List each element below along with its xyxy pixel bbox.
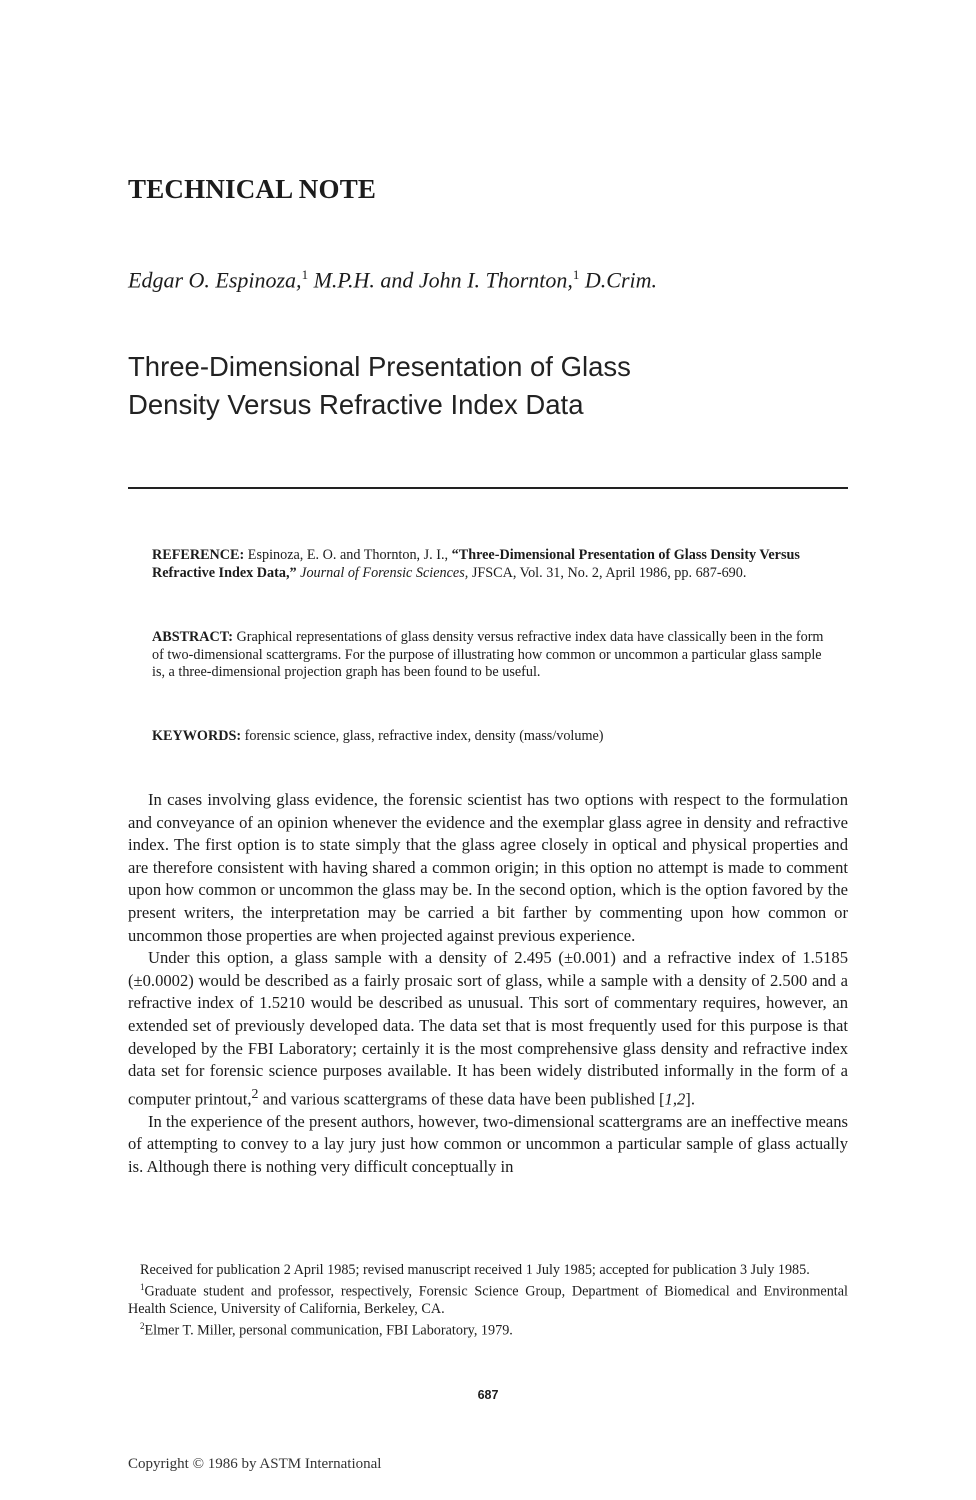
abstract-block [152, 629, 828, 682]
author-connector: and [374, 267, 419, 293]
article-title [128, 348, 848, 424]
footnote-1 [128, 1279, 848, 1318]
author-2-name: John I. Thornton, [418, 267, 573, 293]
author-2-affiliation-mark: 1 [572, 267, 580, 282]
body-paragraph-2-text: Under this option, a glass sample with a density of 2.495 (±0.001) and a refractive index of 1.5185 (±0.0002) would be described as a fairly prosaic sort of glass, while a sample with a density of 2.500 and a refractive index of 1.5210 would be described as unusual. This sort of commentary requires, however, an extended set of previously developed data. The data set that is most frequently used for this purpose is that developed by the FBI Laboratory; certainly it is the most comprehensive glass density and refractive index data set for forensic science purposes available. It has been widely distributed informally in the form of a computer printout, [128, 948, 848, 1109]
abstract-text: Graphical representations of glass density versus refractive index data have classically been in the form of two-dimensional scattergrams. For the purpose of illustrating how common or uncommon a particular glass sample is, a three-dimensional projection graph has been found to be useful. [152, 629, 824, 681]
author-2-degree: D.Crim. [579, 267, 658, 293]
reference-block [152, 547, 828, 582]
body-paragraph-2-mid: and various scattergrams of these data have been published [ [258, 1089, 665, 1109]
footnote-received: Received for publication 2 April 1985; revised manuscript received 1 July 1985; accepted for publication 3 July 1985. [140, 1262, 810, 1278]
citation-refs: 1,2 [664, 1089, 686, 1109]
section-label: TECHNICAL NOTE [128, 174, 377, 204]
body-paragraph-2-end: ]. [685, 1089, 695, 1109]
abstract-label: ABSTRACT: [152, 629, 233, 645]
reference-details: JFSCA, Vol. 31, No. 2, April 1986, pp. 687-690. [468, 564, 747, 581]
reference-authors: Espinoza, E. O. and Thornton, J. I., [244, 547, 452, 563]
header-rule [128, 487, 848, 489]
copyright-notice: Copyright © 1986 by ASTM International [128, 1456, 382, 1472]
footnotes [128, 1262, 848, 1339]
page-number: 687 [477, 1388, 499, 1402]
keywords-text: forensic science, glass, refractive index, density (mass/volume) [241, 728, 604, 744]
article-title-line-1: Three-Dimensional Presentation of Glass [128, 351, 631, 382]
body-paragraph-3: In the experience of the present authors, however, two-dimensional scattergrams are an ineffective means of attempting to convey to a lay jury just how common or uncommon a particular sample of glass actually is. Although there is nothing very difficult conceptually in [128, 1111, 848, 1177]
footnote-1-text: Graduate student and professor, respectively, Forensic Science Group, Department of Biomedical and Environmental Health Science, University of California, Berkeley, CA. [128, 1283, 848, 1317]
body-paragraph-1: In cases involving glass evidence, the forensic scientist has two options with respect to the formulation and conveyance of an opinion whenever the evidence and the exemplar glass agree in density and refractive index. The first option is to state simply that the glass agree closely in optical and physical properties and are therefore consistent with having shared a common origin; in this option no attempt is made to comment upon how common or uncommon the glass may be. In the second option, which is the option favored by the present writers, the interpretation may be carried a bit farther by commenting upon how common or uncommon those properties are when projected against previous experience. [128, 790, 848, 945]
author-line [128, 267, 657, 293]
footnote-1-mark: 1 [140, 1282, 145, 1292]
author-1-name: Edgar O. Espinoza, [128, 267, 302, 293]
reference-article-title: “Three-Dimensional Presentation of Glass Density Versus Refractive Index Data,” [152, 547, 800, 581]
article-title-line-2: Density Versus Refractive Index Data [128, 389, 584, 420]
author-1-affiliation-mark: 1 [301, 267, 309, 282]
footnote-2-mark-note: 2 [140, 1320, 145, 1331]
keywords-label: KEYWORDS: [152, 728, 242, 744]
body-text [128, 789, 848, 1179]
footnote-2-mark: 2 [251, 1085, 259, 1101]
keywords-block [152, 728, 828, 746]
footnote-2 [128, 1318, 848, 1340]
reference-label: REFERENCE: [152, 547, 245, 563]
author-1-degree: M.P.H. [308, 267, 375, 293]
body-paragraph-2 [128, 947, 848, 1111]
reference-journal: Journal of Forensic Sciences, [296, 564, 469, 581]
footnote-2-text: Elmer T. Miller, personal communication, FBI Laboratory, 1979. [144, 1322, 513, 1339]
